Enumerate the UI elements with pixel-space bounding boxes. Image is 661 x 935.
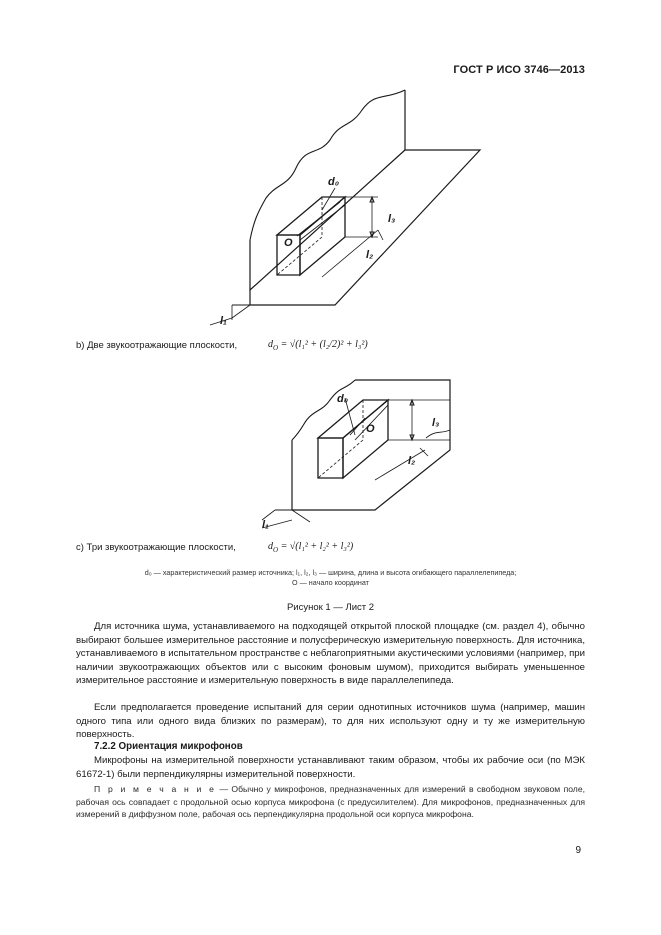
figure-b-formula — [268, 339, 368, 352]
figure-c-formula — [268, 541, 353, 554]
figure-b-formula-sub: O — [273, 344, 279, 352]
figure-b-caption: b) Две звукоотражающие плоскости, — [76, 340, 238, 351]
figure-c-formula-lhs: d — [268, 541, 273, 552]
legend-line-2: О — начало координат — [292, 578, 369, 587]
note-label: П р и м е ч а н и е — [94, 784, 217, 794]
section-paragraph: Микрофоны на измерительной поверхности устанавливают таким образом, чтобы их рабочие оси (по МЭК 61672-1) были перпендикулярны измерительной поверхности. — [76, 755, 585, 780]
figure-c-formula-rhs: = √(l₁² + l₂² + l₃²) — [280, 541, 354, 552]
note-text: — Обычно у микрофонов, предназначенных для измерений в свободном звуковом поле, рабочая ось совпадает с продольной осью корпуса микрофона (с предусилителем). Для микрофонов, предназначенных для измерений в диффузном поле, рабочая ось перпендикулярна продольной оси корпуса микрофона. — [76, 784, 585, 819]
figure-c-label-d0: d₀ — [337, 393, 349, 405]
figure-c-label-origin: O — [366, 423, 375, 435]
page-number: 9 — [575, 845, 581, 856]
figure-b-label-l1: l₁ — [220, 315, 227, 327]
figure-b-label-d0: d₀ — [328, 176, 340, 188]
figure-c-label-l2: l₂ — [408, 455, 416, 467]
figure-b-formula-lhs: d — [268, 339, 273, 350]
document-header: ГОСТ Р ИСО 3746—2013 — [453, 64, 585, 76]
figure-b-label-origin: O — [284, 237, 293, 249]
figure-b-diagram — [0, 0, 661, 360]
legend-line-1: d₀ — характеристический размер источника; l₁, l₂, l₃ — ширина, длина и высота огибающего параллелепипеда; — [144, 568, 517, 577]
note — [76, 783, 585, 821]
figure-c-formula-sub: O — [273, 546, 279, 554]
figure-caption: Рисунок 1 — Лист 2 — [286, 602, 375, 613]
figure-b-formula-rhs: = √(l₁² + (l₂/2)² + l₃²) — [280, 339, 368, 350]
paragraph-2: Если предполагается проведение испытаний для серии однотипных источников шума (например, машин одного типа или одного вида близких по размерам), то для них используют одну и ту же измерительную поверхность. — [76, 702, 585, 740]
figure-b-label-l3: l₃ — [388, 213, 396, 225]
section-heading: 7.2.2 Ориентация микрофонов — [94, 741, 243, 752]
paragraph-1: Для источника шума, устанавливаемого на подходящей открытой плоской площадке (см. раздел 4), обычно выбирают большее измерительное расстояние и полусферическую измерительную поверхность. Для источника, устанавливаемого в испытательном пространстве с неблагоприятными акустическими условиями (например, при наличии звукоотражающих объектов или с высоким фоновым шумом), приходится выбирать уменьшенное измерительное расстояние и измерительную поверхность в виде параллелепипеда. — [76, 621, 585, 686]
figure-c-label-l3: l₃ — [432, 417, 440, 429]
figure-c-diagram — [0, 360, 661, 550]
figure-c-label-l1: l₁ — [262, 519, 269, 531]
figure-c-caption: c) Три звукоотражающие плоскости, — [76, 542, 236, 553]
figure-b-label-l2: l₂ — [366, 249, 374, 261]
